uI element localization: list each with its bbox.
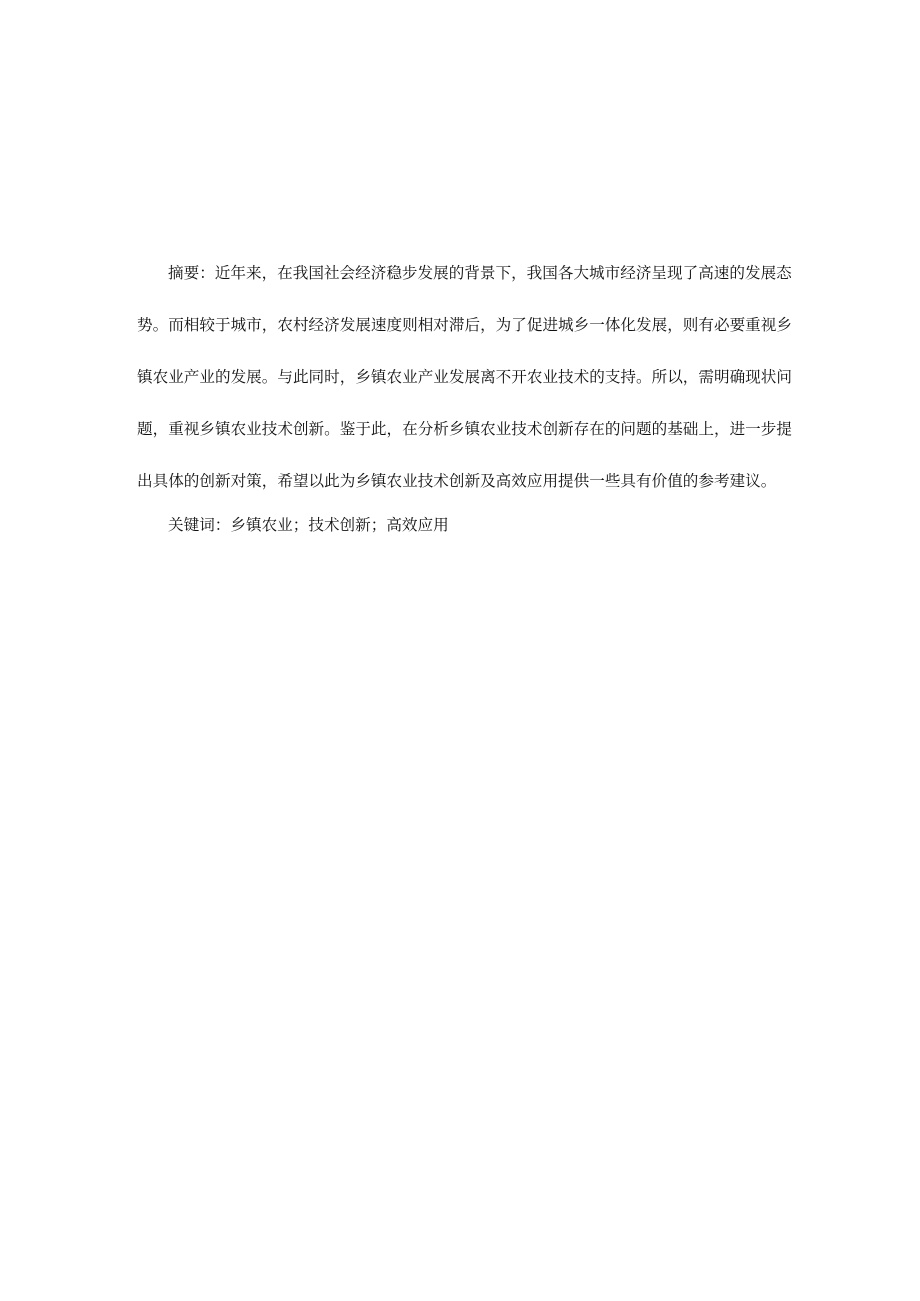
abstract-line: 题，重视乡镇农业技术创新。鉴于此，在分析乡镇农业技术创新存在的问题的基础上，进一步提 [137, 420, 792, 438]
abstract-line: 出具体的创新对策，希望以此为乡镇农业技术创新及高效应用提供一些具有价值的参考建议。 [137, 472, 777, 490]
abstract-line: 势。而相较于城市，农村经济发展速度则相对滞后，为了促进城乡一体化发展，则有必要重视乡 [137, 316, 792, 334]
keywords-line: 关键词：乡镇农业；技术创新；高效应用 [168, 516, 449, 534]
abstract-line: 镇农业产业的发展。与此同时，乡镇农业产业发展离不开农业技术的支持。所以，需明确现状问 [137, 368, 792, 386]
abstract-paragraph [137, 256, 792, 516]
abstract-line: 摘要：近年来，在我国社会经济稳步发展的背景下，我国各大城市经济呈现了高速的发展态 [168, 264, 792, 282]
